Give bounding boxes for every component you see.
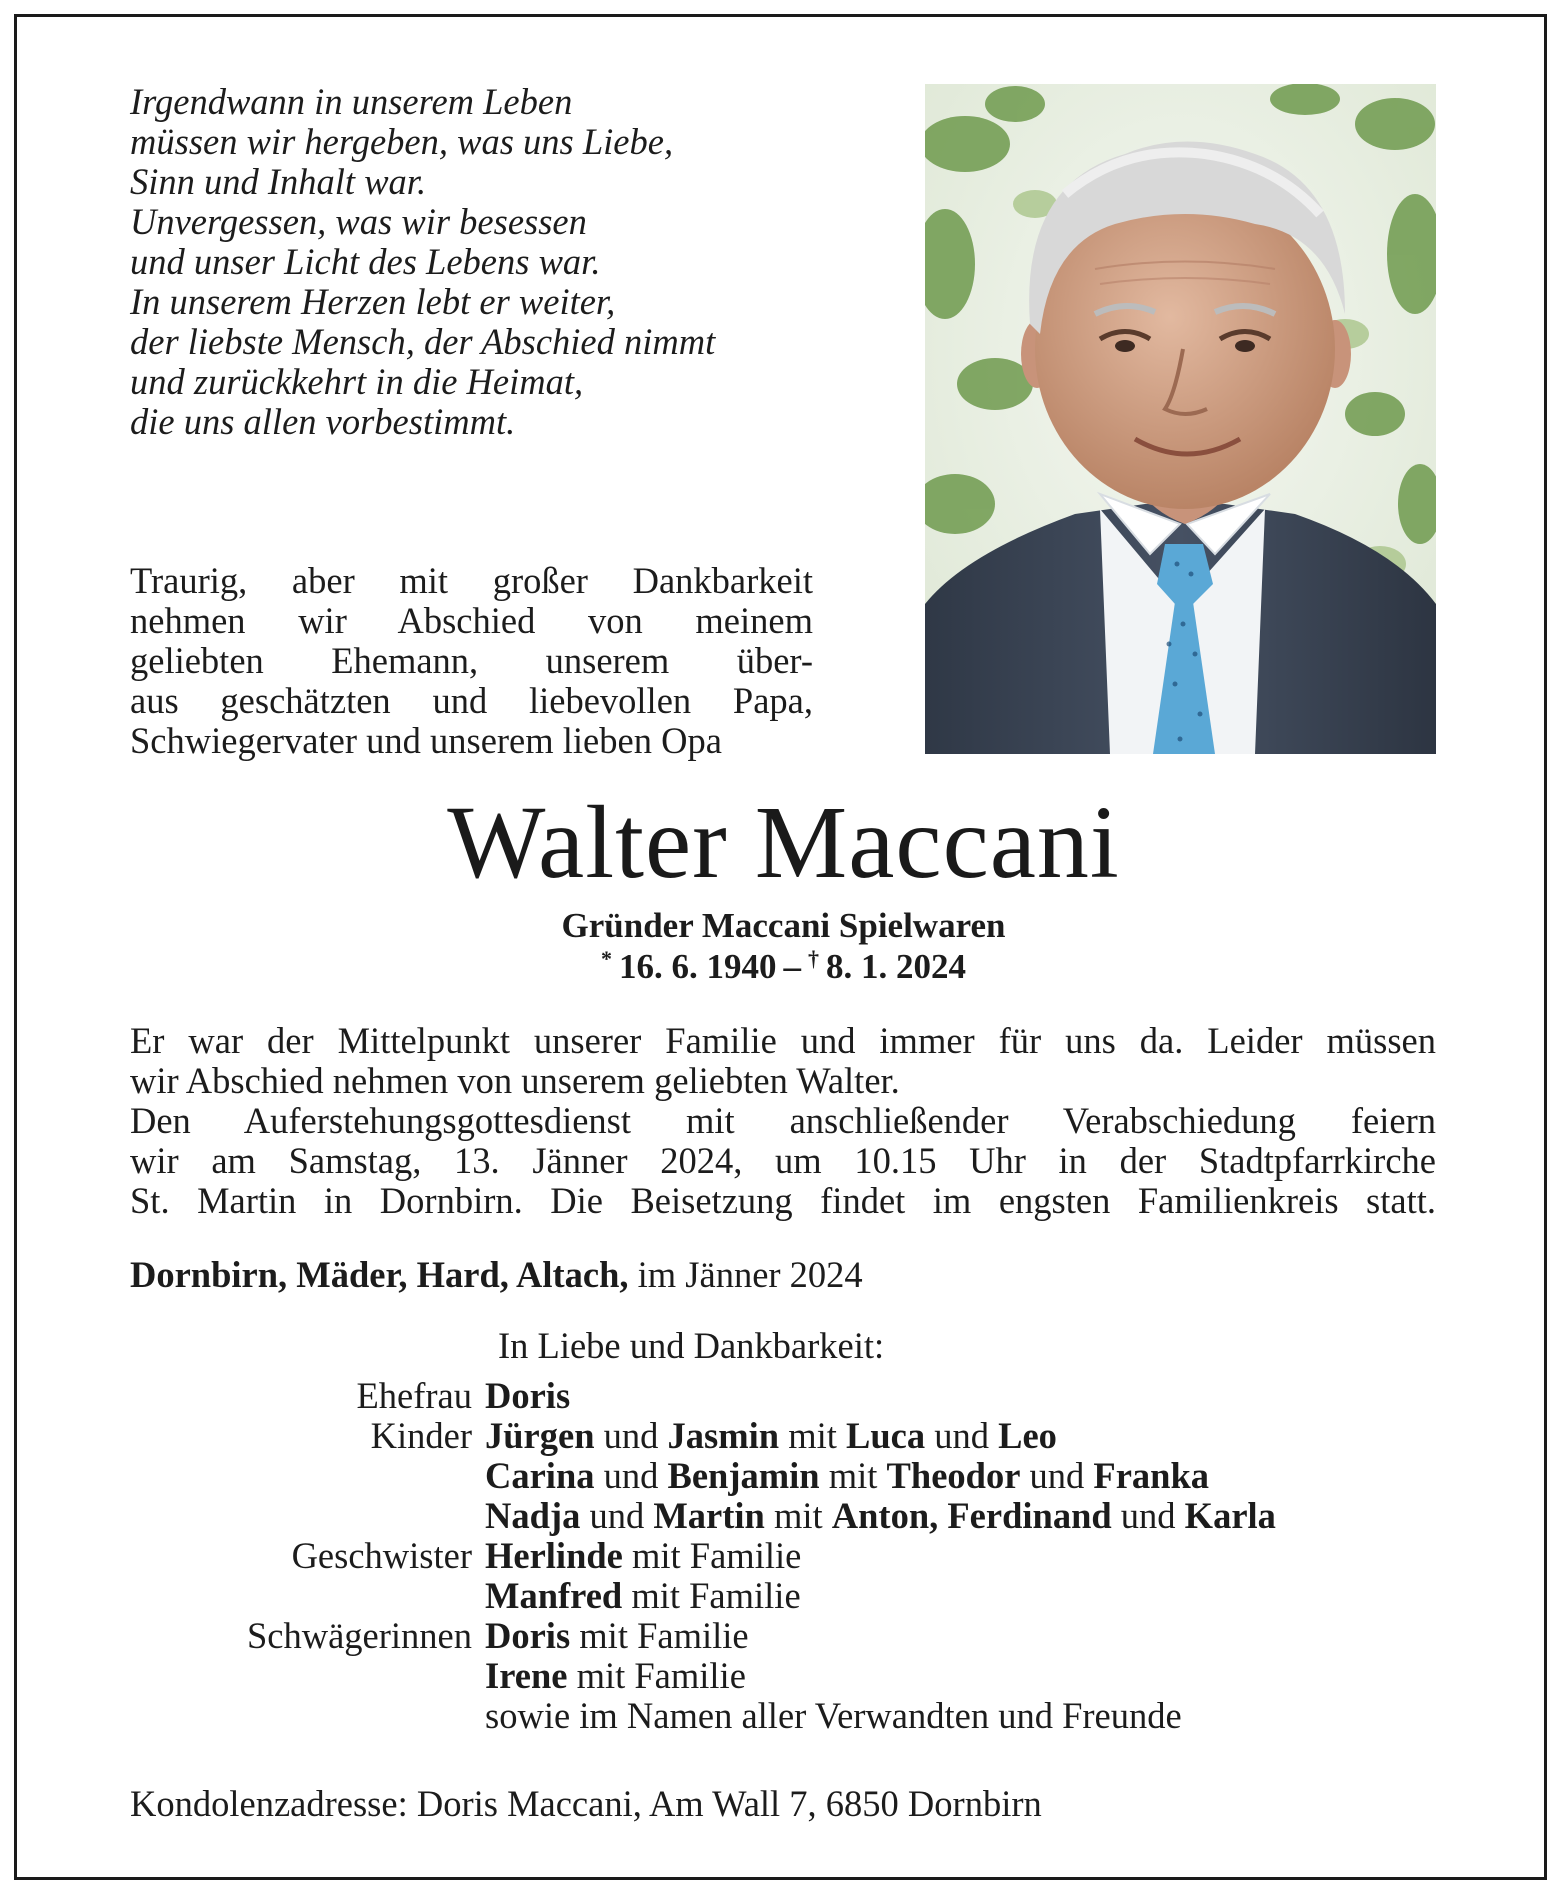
mourner-connector: mit <box>764 1495 832 1536</box>
intro-line: Traurig, aber mit großer Dankbarkeit <box>130 560 813 601</box>
mourner-role <box>130 1696 485 1736</box>
funeral-notice-text <box>130 1021 1436 1221</box>
mourner-role: Ehefrau <box>356 1375 472 1416</box>
mourner-name: Franka <box>1093 1455 1210 1496</box>
mourner-row <box>130 1696 1436 1736</box>
poem-line: die uns allen vorbestimmt. <box>130 401 516 442</box>
mourner-connector: mit Familie <box>567 1655 746 1696</box>
portrait-photo-icon <box>925 84 1436 754</box>
mourner-names <box>485 1456 1436 1496</box>
mourner-row <box>130 1496 1436 1536</box>
mourner-names <box>485 1496 1436 1536</box>
mourner-connector: mit <box>819 1455 887 1496</box>
mourner-name: Jürgen <box>485 1415 595 1456</box>
mourner-row <box>130 1536 1436 1576</box>
deceased-name: Walter Maccani <box>447 785 1120 900</box>
mourner-name: Jasmin <box>667 1415 780 1456</box>
notice-line: wir am Samstag, 13. Jänner 2024, um 10.15 Uhr in der Stadtpfarrkirche <box>130 1140 1436 1181</box>
mourners-heading: In Liebe und Dankbarkeit: <box>498 1325 885 1366</box>
poem-line: müssen wir hergeben, was uns Liebe, <box>130 121 674 162</box>
notice-line: wir Abschied nehmen von unserem geliebten Walter. <box>130 1060 900 1101</box>
location-places: Dornbirn, Mäder, Hard, Altach, <box>130 1254 629 1295</box>
mourner-name: Anton, Ferdinand <box>831 1495 1112 1536</box>
mourner-role: Kinder <box>370 1415 472 1456</box>
intro-line: Schwiegervater und unserem lieben Opa <box>130 720 722 761</box>
notice-line: Den Auferstehungsgottesdienst mit anschließender Verabschiedung feiern <box>130 1100 1436 1141</box>
mourner-names <box>485 1576 1436 1616</box>
poem-line: Irgendwann in unserem Leben <box>130 81 573 122</box>
intro-paragraph <box>130 561 813 761</box>
mourner-connector: und <box>1020 1455 1094 1496</box>
mourner-row <box>130 1456 1436 1496</box>
mourner-row <box>130 1576 1436 1616</box>
portrait-photo <box>925 84 1436 754</box>
mourner-connector: und <box>594 1455 668 1496</box>
mourner-name: Karla <box>1184 1495 1276 1536</box>
poem-line: Unvergessen, was wir besessen <box>130 201 587 242</box>
life-dates <box>0 947 1567 987</box>
poem-line: In unserem Herzen lebt er weiter, <box>130 281 616 322</box>
intro-line: nehmen wir Abschied von meinem <box>130 600 813 641</box>
poem-line: der liebste Mensch, der Abschied nimmt <box>130 321 716 362</box>
mourner-name: Leo <box>998 1415 1057 1456</box>
location-line <box>130 1255 1436 1295</box>
mourner-name: Luca <box>846 1415 926 1456</box>
mourner-name: Irene <box>485 1655 568 1696</box>
mourner-connector: und <box>925 1415 999 1456</box>
poem-line: Sinn und Inhalt war. <box>130 161 427 202</box>
mourner-connector: mit Familie <box>622 1575 801 1616</box>
mourner-connector: und <box>580 1495 654 1536</box>
memorial-poem <box>130 82 790 442</box>
deceased-occupation: Gründer Maccani Spielwaren <box>561 906 1006 945</box>
mourner-names <box>485 1656 1436 1696</box>
mourner-connector: mit <box>779 1415 846 1456</box>
mourner-names <box>485 1416 1436 1456</box>
notice-line: St. Martin in Dornbirn. Die Beisetzung findet im engsten Familienkreis statt. <box>130 1180 1436 1221</box>
mourner-role: Schwägerinnen <box>246 1615 472 1656</box>
mourner-names <box>485 1696 1436 1736</box>
birth-date: 16. 6. 1940 <box>618 947 777 986</box>
notice-line: Er war der Mittelpunkt unserer Familie und immer für uns da. Leider müssen <box>130 1020 1436 1061</box>
poem-line: und unser Licht des Lebens war. <box>130 241 601 282</box>
mourner-connector: und <box>594 1415 668 1456</box>
mourners-list <box>130 1376 1436 1736</box>
intro-line: geliebten Ehemann, unserem über- <box>130 640 813 681</box>
intro-line: aus geschätzten und liebevollen Papa, <box>130 680 813 721</box>
mourner-names <box>485 1376 1436 1416</box>
death-date: 8. 1. 2024 <box>826 947 967 986</box>
mourner-name: Martin <box>653 1495 765 1536</box>
mourner-name: Herlinde <box>485 1535 623 1576</box>
birth-symbol: * <box>600 946 612 971</box>
condolence-address: Kondolenzadresse: Doris Maccani, Am Wall 7, 6850 Dornbirn <box>130 1783 1042 1824</box>
mourner-role <box>130 1576 485 1616</box>
date-dash: – <box>783 947 801 986</box>
mourner-row <box>130 1376 1436 1416</box>
death-symbol: † <box>808 946 820 971</box>
poem-line: und zurückkehrt in die Heimat, <box>130 361 584 402</box>
mourner-name: Carina <box>485 1455 595 1496</box>
mourner-connector: und <box>1111 1495 1185 1536</box>
mourner-role: Geschwister <box>291 1535 472 1576</box>
mourner-name: Doris <box>485 1615 571 1656</box>
mourner-name: Manfred <box>485 1575 623 1616</box>
mourner-name: Benjamin <box>667 1455 820 1496</box>
mourner-role <box>130 1656 485 1696</box>
mourner-names <box>485 1616 1436 1656</box>
mourner-names <box>485 1536 1436 1576</box>
mourner-connector: mit Familie <box>622 1535 802 1576</box>
mourner-row <box>130 1616 1436 1656</box>
mourner-row <box>130 1656 1436 1696</box>
mourner-connector: sowie im Namen aller Verwandten und Freunde <box>485 1695 1182 1736</box>
location-date: im Jänner 2024 <box>628 1254 863 1295</box>
mourner-name: Doris <box>485 1375 571 1416</box>
mourner-role <box>130 1496 485 1536</box>
mourner-row <box>130 1416 1436 1456</box>
mourner-connector: mit Familie <box>570 1615 749 1656</box>
mourner-name: Nadja <box>485 1495 581 1536</box>
mourner-role <box>130 1456 485 1496</box>
mourner-name: Theodor <box>886 1455 1021 1496</box>
